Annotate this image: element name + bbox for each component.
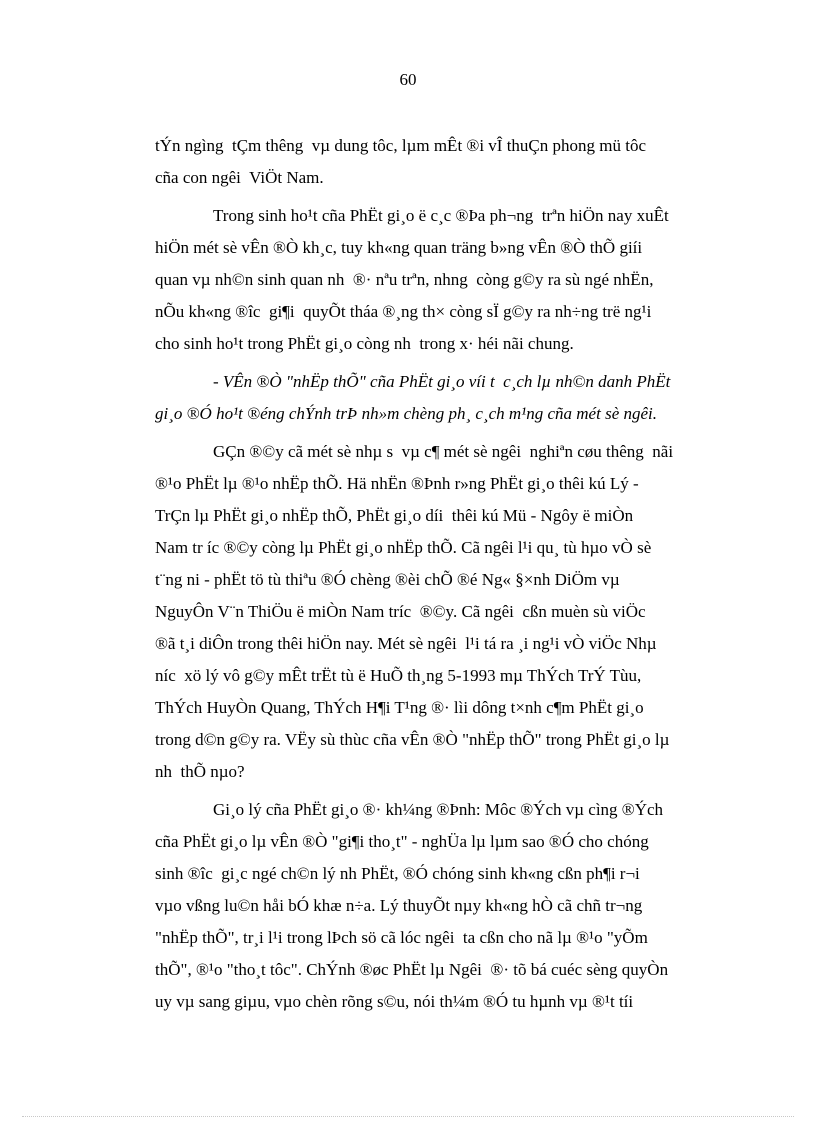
text-line: thÕ", ®¹o "tho¸t tôc". ChÝnh ®øc PhËt lµ Ngêi ®· tõ bá cuéc sèng quyÒn <box>155 960 669 979</box>
text-line: Gi¸o lý cña PhËt gi¸o ®· kh¼ng ®Þnh: Môc ®Ých vµ cìng ®Ých <box>213 800 664 819</box>
paragraph <box>155 436 745 788</box>
italic-subheading <box>155 366 745 430</box>
text-line: trong d©n g©y ra. VËy sù thùc cña vÊn ®Ò "nhËp thÕ" trong PhËt gi¸o lµ <box>155 730 670 749</box>
text-line: "nhËp thÕ", tr¸i l¹i trong lÞch sö cã lóc ngêi ta cßn cho nã lµ ®¹o "yÕm <box>155 928 648 947</box>
text-line: gi¸o ®Ó ho¹t ®éng chÝnh trÞ nh»m chèng ph¸ c¸ch m¹ng cña mét sè ngêi. <box>155 404 658 423</box>
text-line: ®¹o PhËt lµ ®¹o nhËp thÕ. Hä nhËn ®Þnh r»ng PhËt gi¸o thêi kú Lý - <box>155 474 639 493</box>
text-line: quan vµ nh©n sinh quan nh ®· nªu trªn, nhng còng g©y ra sù ngé nhËn, <box>155 270 654 289</box>
text-line: TrÇn lµ PhËt gi¸o nhËp thÕ, PhËt gi¸o díi thêi kú Mü - Ngôy ë miÒn <box>155 506 634 525</box>
text-line: nÕu kh«ng ®îc gi¶i quyÕt tháa ®¸ng th× còng sÏ g©y ra nh÷ng trë ng¹i <box>155 302 652 321</box>
text-line: cña PhËt gi¸o lµ vÊn ®Ò "gi¶i tho¸t" - nghÜa lµ lµm sao ®Ó cho chóng <box>155 832 649 851</box>
text-line: tÝn ngìng tÇm thêng vµ dung tôc, lµm mÊt ®i vÎ thuÇn phong mü tôc <box>155 136 647 155</box>
text-line: cña con ngêi ViÖt Nam. <box>155 168 324 187</box>
text-line: sinh ®îc gi¸c ngé ch©n lý nh PhËt, ®Ó chóng sinh kh«ng cßn ph¶i r¬i <box>155 864 640 883</box>
paragraph <box>155 130 745 194</box>
page-bottom-divider <box>22 1116 794 1117</box>
paragraph <box>155 200 745 360</box>
text-line: Nam tr íc ®©y còng lµ PhËt gi¸o nhËp thÕ. Cã ngêi l¹i qu¸ tù hµo vÒ sè <box>155 538 652 557</box>
body-text <box>155 130 745 1018</box>
text-line: uy vµ sang giµu, vµo chèn rõng s©u, nói th¼m ®Ó tu hµnh vµ ®¹t tíi <box>155 992 634 1011</box>
text-line: cho sinh ho¹t trong PhËt gi¸o còng nh trong x· héi nãi chung. <box>155 334 574 353</box>
text-line: vµo vßng lu©n håi bÓ khæ n÷a. Lý thuyÕt nµy kh«ng hÒ cã chñ tr¬ng <box>155 896 643 915</box>
text-line: ®ã t¸i diÔn trong thêi hiÖn nay. Mét sè ngêi l¹i tá ra ¸i ng¹i vÒ viÖc Nhµ <box>155 634 657 653</box>
text-line: NguyÔn V¨n ThiÖu ë miÒn Nam tríc ®©y. Cã ngêi cßn muèn sù viÖc <box>155 602 646 621</box>
text-line: níc xö lý vô g©y mÊt trËt tù ë HuÕ th¸ng 5-1993 mµ ThÝch TrÝ Tùu, <box>155 666 642 685</box>
text-line: nh thÕ nµo? <box>155 762 245 781</box>
text-line: GÇn ®©y cã mét sè nhµ s vµ c¶ mét sè ngêi nghiªn cøu thêng nãi <box>213 442 674 461</box>
text-line: t¨ng ni - phËt tö tù thiªu ®Ó chèng ®èi chÕ ®é Ng« §×nh DiÖm vµ <box>155 570 620 589</box>
paragraph <box>155 794 745 1018</box>
text-line: hiÖn mét sè vÊn ®Ò kh¸c, tuy kh«ng quan träng b»ng vÊn ®Ò thÕ giíi <box>155 238 643 257</box>
text-line: - VÊn ®Ò "nhËp thÕ" cña PhËt gi¸o víi t c¸ch lµ nh©n danh PhËt <box>213 372 671 391</box>
page-number: 60 <box>399 70 417 89</box>
text-line: Trong sinh ho¹t cña PhËt gi¸o ë c¸c ®Þa ph¬ng trªn hiÖn nay xuÊt <box>213 206 669 225</box>
text-line: ThÝch HuyÒn Quang, ThÝch H¶i T¹ng ®· lìi dông t×nh c¶m PhËt gi¸o <box>155 698 644 717</box>
